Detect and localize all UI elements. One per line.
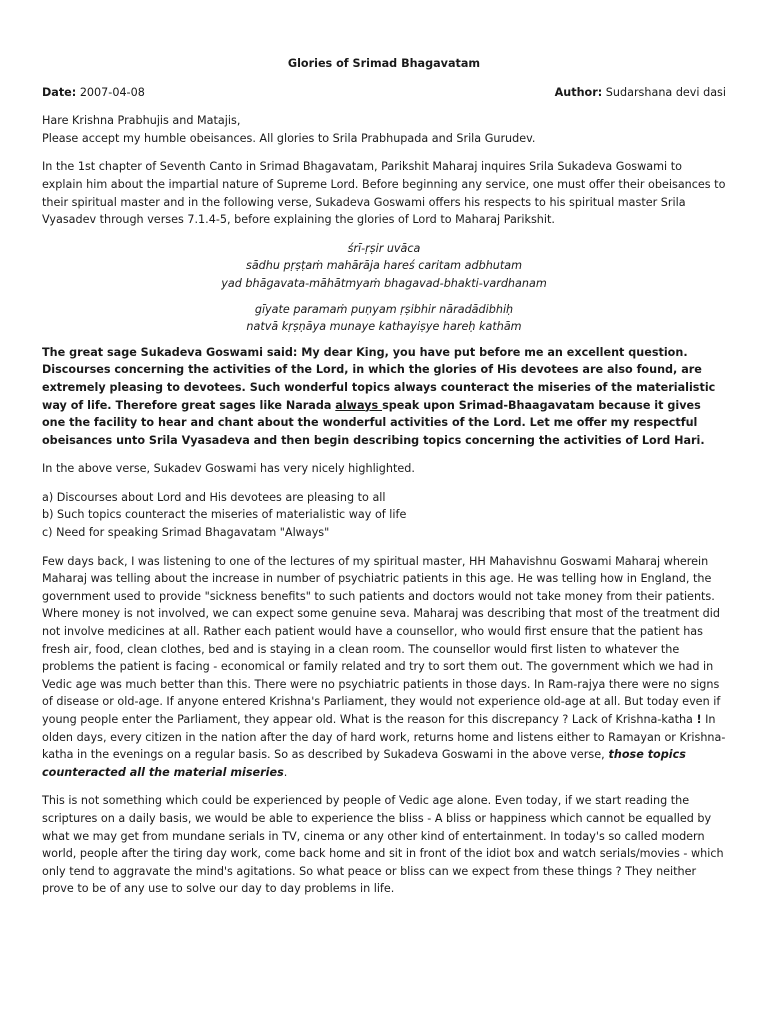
exclamation-mark: ! xyxy=(696,713,702,726)
author-value: Sudarshana devi dasi xyxy=(605,85,726,99)
intro-paragraph: In the 1st chapter of Seventh Canto in Srimad Bhagavatam, Parikshit Maharaj inquires Srila Sukadeva Goswami to explain him about the impartial nature of Supreme Lord. Before beginning any service, one must offer their obeisances to their spiritual master and in the following verse, Sukadeva Goswami offers his respects to his spiritual master Srila Vyasadev through verses 7.1.4-5, before explaining the glories of Lord to Maharaj Parikshit. xyxy=(42,160,726,227)
author-label: Author: xyxy=(554,85,603,99)
verse-translation xyxy=(42,344,726,450)
paragraph-1-emphasis: those topics counteracted all the material miseries xyxy=(42,748,686,779)
date-value: 2007-04-08 xyxy=(79,85,145,99)
translation-text-2: speak upon Srimad-Bhaagavatam because it gives one the facility to hear and chant about the wonderful activities of the Lord. Let me offer my respectful obeisances unto Srila Vyasadeva and then begin describing topics concerning the activities of Lord Hari. xyxy=(42,398,705,447)
list-item: b) Such topics counteract the miseries of materialistic way of life xyxy=(42,508,407,522)
meta-row xyxy=(42,84,726,102)
paragraph-1-text-1: Few days back, I was listening to one of the lectures of my spiritual master, HH Mahavishnu Goswami Maharaj wherein Maharaj was telling about the increase in number of psychiatric patients in this age. He was telling how in England, the government used to provide "sickness benefits" to such patients and doctors would not take money from their patients. Where money is not involved, we can expect some genuine seva. Maharaj was describing that most of the treatment did not involve medicines at all. Rather each patient would have a counsellor, who would first ensure that the patient has fresh air, food, clean clothes, bed and is staying in a clean room. The counsellor would first listen to whatever the problems the patient is facing - economical or family related and try to sort them out. The government which we had in Vedic age was much better than this. There were no psychiatric patients in those days. In Ram-rajya there were no signs of disease or old-age. If anyone entered Krishna's Parliament, they would not experience old-age at all. But today even if young people enter the Parliament, they appear old. What is the reason for this discrepancy ? Lack of Krishna-katha xyxy=(42,554,721,726)
verse-line: gīyate paramaṁ puṇyam ṛṣibhir nāradādibhiḥ xyxy=(254,302,514,316)
paragraph-1-text-3: . xyxy=(283,765,288,779)
translation-underlined-word: always xyxy=(335,398,383,412)
article-title: Glories of Srimad Bhagavatam xyxy=(287,57,481,70)
author-field xyxy=(555,84,726,102)
greeting-line-2: Please accept my humble obeisances. All glories to Srila Prabhupada and Srila Gurudev. xyxy=(42,131,536,145)
greeting xyxy=(42,112,726,147)
points-list xyxy=(42,489,726,542)
paragraph-1-text-2: In olden days, every citizen in the nation after the day of hard work, returns home and listens either to Ramayan or Krishna-katha in the evenings on a regular basis. So as described by Sukadeva Goswami in the above verse, xyxy=(42,713,726,762)
translation-text-1: The great sage Sukadeva Goswami said: My dear King, you have put before me an excellent question. Discourses concerning the activities of the Lord, in which the glories of His devotees are also found, are extremely pleasing to devotees. Such wonderful topics always counteract the miseries of the materialistic way of life. Therefore great sages like Narada xyxy=(42,345,716,412)
verse-line: sādhu pṛṣṭaṁ mahārāja hareś caritam adbhutam xyxy=(245,259,523,273)
verse-block-1 xyxy=(42,240,726,293)
date-label: Date: xyxy=(42,85,77,99)
body-paragraph-1 xyxy=(42,553,726,782)
date-field xyxy=(42,84,145,102)
greeting-line-1: Hare Krishna Prabhujis and Matajis, xyxy=(42,114,241,128)
verse-block-2 xyxy=(42,301,726,336)
body-paragraph-2: This is not something which could be experienced by people of Vedic age alone. Even today, if we start reading the scriptures on a daily basis, we would be able to experience the bliss - A bliss or happiness which cannot be equalled by what we may get from mundane serials in TV, cinema or any other kind of entertainment. In today's so called modern world, people after the tiring day work, come back home and sit in front of the idiot box and watch serials/movies - which only tend to aggravate the mind's agitations. So what peace or bliss can we expect from these things ? They neither prove to be of any use to solve our day to day problems in life. xyxy=(42,794,724,896)
verse-line: natvā kṛṣṇāya munaye kathayiṣye hareḥ kathām xyxy=(246,320,522,334)
list-item: c) Need for speaking Srimad Bhagavatam "Always" xyxy=(42,526,330,540)
list-item: a) Discourses about Lord and His devotees are pleasing to all xyxy=(42,490,386,504)
verse-line: yad bhāgavata-māhātmyaṁ bhagavad-bhakti-vardhanam xyxy=(221,276,547,290)
highlight-intro: In the above verse, Sukadev Goswami has very nicely highlighted. xyxy=(42,462,415,476)
verse-line: śrī-ṛṣir uvāca xyxy=(347,241,421,255)
